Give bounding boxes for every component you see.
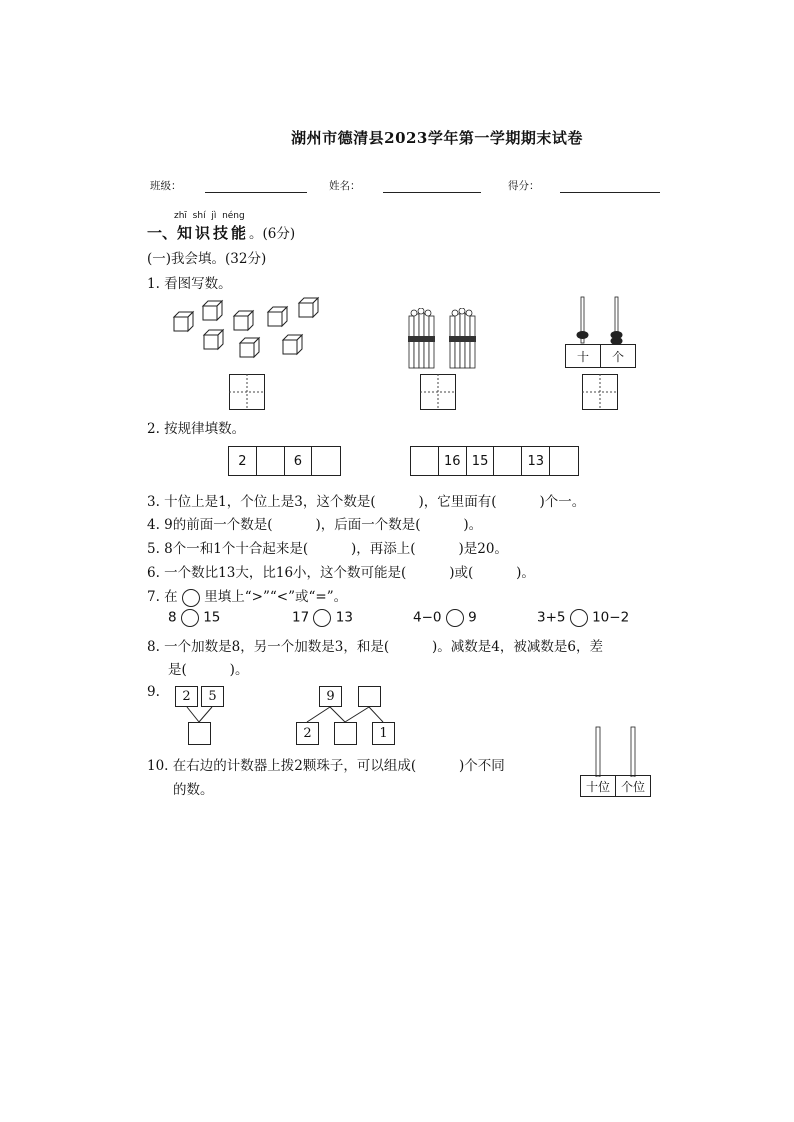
q7-item-3: 4−0 9 — [413, 609, 477, 626]
ones-label: 个 — [611, 349, 624, 364]
q1-answer-grid-3[interactable] — [582, 374, 618, 410]
abacus-place-labels — [565, 344, 636, 368]
compare-circle-2[interactable] — [313, 609, 331, 627]
compare-circle-4[interactable] — [570, 609, 588, 627]
q7-text: 7. 在 里填上“>”“<”或“=”。 — [147, 589, 348, 605]
q1-answer-grid-1[interactable] — [229, 374, 265, 410]
compare-circle-icon — [182, 589, 200, 607]
q9-answer-box[interactable] — [334, 722, 357, 745]
seq2-cell: 13 — [522, 447, 550, 475]
seq2-cell: 16 — [439, 447, 467, 475]
q9-box: 9 — [319, 686, 342, 707]
part1-heading: (一)我会填。(32分) — [147, 251, 267, 267]
ones-place-label: 个位 — [620, 779, 645, 794]
abacus-picture — [565, 295, 637, 345]
q9-label: 9. — [147, 684, 160, 700]
name-label: 姓名： — [329, 180, 361, 192]
q1-answer-grid-2[interactable] — [420, 374, 456, 410]
tens-place-label: 十位 — [581, 776, 616, 796]
q8-line2: 是( )。 — [168, 662, 249, 678]
name-blank[interactable] — [383, 192, 481, 193]
section1-heading: 一、知识技能。(6分) — [147, 224, 296, 242]
q5-text: 5. 8个一和1个十合起来是( )，再添上( )是20。 — [147, 541, 508, 557]
page-title: 湖州市德清县2023学年第一学期期末试卷 — [291, 129, 583, 147]
stick-bundles-picture — [405, 308, 480, 370]
counter-rods — [580, 725, 652, 777]
q9-answer-box[interactable] — [358, 686, 381, 707]
class-label: 班级： — [150, 180, 182, 192]
counter-place-labels — [580, 775, 651, 797]
q1-text: 1. 看图写数。 — [147, 276, 232, 292]
q9-answer-box[interactable] — [188, 722, 211, 745]
section1-pinyin: zhī shí jì néng — [174, 211, 245, 221]
q7-item-2: 17 13 — [292, 609, 353, 626]
seq1-cell[interactable] — [312, 447, 340, 475]
score-blank[interactable] — [560, 192, 660, 193]
seq2-cell[interactable] — [550, 447, 578, 475]
q7-item-1: 8 15 — [168, 609, 221, 626]
seq2-cell[interactable] — [494, 447, 522, 475]
q9-box: 1 — [372, 722, 395, 745]
q9-box: 2 — [175, 686, 198, 707]
class-blank[interactable] — [205, 192, 307, 193]
seq1-cell: 2 — [229, 447, 257, 475]
q3-text: 3. 十位上是1，个位上是3，这个数是( )，它里面有( )个一。 — [147, 494, 586, 510]
seq2-cell[interactable] — [411, 447, 439, 475]
q2-sequence-2 — [410, 446, 579, 476]
q10-line2: 的数。 — [173, 782, 214, 798]
score-label: 得分： — [508, 180, 540, 192]
q2-text: 2. 按规律填数。 — [147, 421, 246, 437]
q9-box: 2 — [296, 722, 319, 745]
seq1-cell[interactable] — [257, 447, 285, 475]
q7-item-4: 3+5 10−2 — [537, 609, 630, 626]
q10-line1: 10. 在右边的计数器上拨2颗珠子，可以组成( )个不同 — [147, 758, 505, 774]
q6-text: 6. 一个数比13大，比16小，这个数可能是( )或( )。 — [147, 565, 535, 581]
q2-sequence-1 — [228, 446, 341, 476]
seq2-cell: 15 — [467, 447, 495, 475]
seq1-cell: 6 — [285, 447, 313, 475]
cubes-picture — [168, 295, 328, 365]
q8-line1: 8. 一个加数是8，另一个加数是3，和是( )。减数是4，被减数是6，差 — [147, 639, 603, 655]
q9-box: 5 — [201, 686, 224, 707]
q4-text: 4. 9的前面一个数是( )，后面一个数是( )。 — [147, 517, 483, 533]
tens-label: 十 — [566, 345, 601, 367]
compare-circle-3[interactable] — [446, 609, 464, 627]
compare-circle-1[interactable] — [181, 609, 199, 627]
